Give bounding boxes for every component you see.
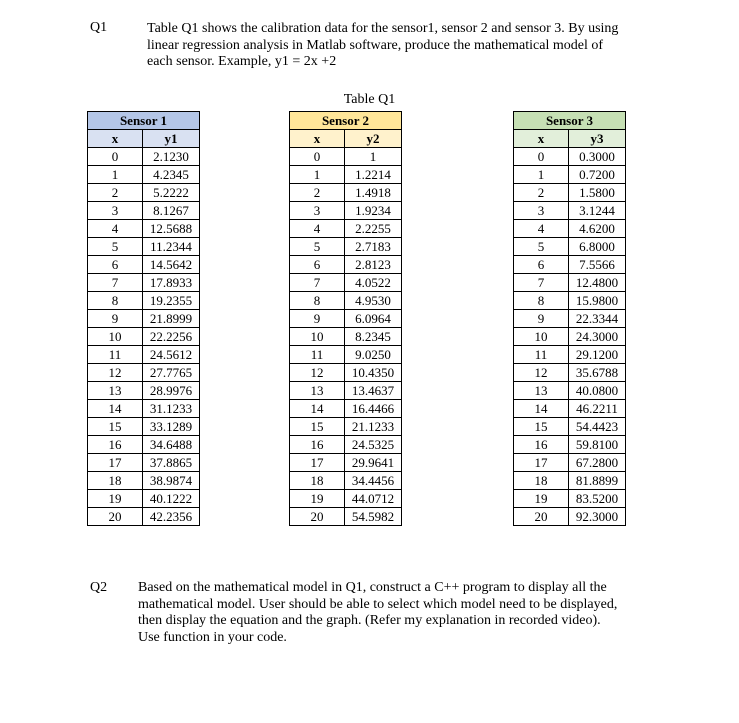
y-value-cell: 8.2345 (345, 328, 402, 346)
table-row (88, 436, 200, 454)
y-value-cell: 22.3344 (569, 310, 626, 328)
x-value-cell: 0 (290, 148, 345, 166)
x-value-cell: 8 (290, 292, 345, 310)
x-value-cell: 12 (88, 364, 143, 382)
table-row (88, 418, 200, 436)
x-value-cell: 16 (514, 436, 569, 454)
table-row (88, 490, 200, 508)
y-value-cell: 0.3000 (569, 148, 626, 166)
table-row (290, 184, 402, 202)
y-value-cell: 2.2255 (345, 220, 402, 238)
y-value-cell: 4.0522 (345, 274, 402, 292)
table-caption: Table Q1 (343, 92, 396, 107)
sensor-1-table (87, 111, 200, 526)
x-value-cell: 2 (290, 184, 345, 202)
x-value-cell: 7 (88, 274, 143, 292)
y-value-cell: 5.2222 (143, 184, 200, 202)
x-value-cell: 9 (514, 310, 569, 328)
table-row (514, 238, 626, 256)
question-1-line-3: each sensor. Example, y1 = 2x +2 (147, 54, 337, 69)
table-row (290, 490, 402, 508)
y-value-cell: 21.1233 (345, 418, 402, 436)
x-value-cell: 0 (514, 148, 569, 166)
question-2-number: Q2 (90, 580, 108, 595)
question-2-line-1: Based on the mathematical model in Q1, construct a C++ program to display all the (138, 580, 607, 595)
table-row (290, 256, 402, 274)
y-value-cell: 29.1200 (569, 346, 626, 364)
x-value-cell: 17 (88, 454, 143, 472)
table-row (514, 418, 626, 436)
x-value-cell: 13 (88, 382, 143, 400)
y-value-cell: 4.6200 (569, 220, 626, 238)
x-value-cell: 14 (290, 400, 345, 418)
table-row (290, 292, 402, 310)
question-1-line-1: Table Q1 shows the calibration data for the sensor1, sensor 2 and sensor 3. By using (147, 21, 619, 36)
x-value-cell: 19 (290, 490, 345, 508)
table-row (514, 400, 626, 418)
table-row (290, 310, 402, 328)
x-value-cell: 7 (290, 274, 345, 292)
y-value-cell: 2.1230 (143, 148, 200, 166)
x-value-cell: 1 (88, 166, 143, 184)
x-value-cell: 15 (514, 418, 569, 436)
x-value-cell: 13 (514, 382, 569, 400)
y-value-cell: 6.8000 (569, 238, 626, 256)
y-value-cell: 40.1222 (143, 490, 200, 508)
y-value-cell: 7.5566 (569, 256, 626, 274)
y-value-cell: 54.4423 (569, 418, 626, 436)
x-value-cell: 3 (290, 202, 345, 220)
y-value-cell: 44.0712 (345, 490, 402, 508)
table-row (290, 472, 402, 490)
table-row (88, 202, 200, 220)
y-value-cell: 54.5982 (345, 508, 402, 526)
y-value-cell: 35.6788 (569, 364, 626, 382)
table-row (88, 346, 200, 364)
x-value-cell: 6 (514, 256, 569, 274)
table-row (88, 238, 200, 256)
table-row (514, 184, 626, 202)
sensor-3-title: Sensor 3 (514, 112, 626, 130)
y-value-cell: 1.5800 (569, 184, 626, 202)
table-row (290, 400, 402, 418)
y-value-cell: 46.2211 (569, 400, 626, 418)
x-value-cell: 11 (514, 346, 569, 364)
y-value-cell: 34.6488 (143, 436, 200, 454)
x-value-cell: 19 (88, 490, 143, 508)
y-value-cell: 38.9874 (143, 472, 200, 490)
x-value-cell: 5 (514, 238, 569, 256)
x-value-cell: 14 (88, 400, 143, 418)
y-value-cell: 33.1289 (143, 418, 200, 436)
x-value-cell: 18 (514, 472, 569, 490)
sensor-1-y-header: y1 (143, 130, 200, 148)
x-value-cell: 12 (290, 364, 345, 382)
table-row (88, 328, 200, 346)
x-value-cell: 17 (514, 454, 569, 472)
sensor-1-x-header: x (88, 130, 143, 148)
x-value-cell: 19 (514, 490, 569, 508)
table-row (88, 454, 200, 472)
y-value-cell: 37.8865 (143, 454, 200, 472)
table-row (514, 166, 626, 184)
table-row (514, 220, 626, 238)
table-row (88, 400, 200, 418)
table-row (514, 508, 626, 526)
x-value-cell: 3 (88, 202, 143, 220)
x-value-cell: 4 (88, 220, 143, 238)
y-value-cell: 34.4456 (345, 472, 402, 490)
table-row (290, 346, 402, 364)
x-value-cell: 0 (88, 148, 143, 166)
table-row (290, 220, 402, 238)
table-row (290, 166, 402, 184)
y-value-cell: 12.4800 (569, 274, 626, 292)
table-row (88, 508, 200, 526)
y-value-cell: 59.8100 (569, 436, 626, 454)
table-row (290, 382, 402, 400)
sensor-2-y-header: y2 (345, 130, 402, 148)
x-value-cell: 10 (514, 328, 569, 346)
table-row (88, 220, 200, 238)
y-value-cell: 29.9641 (345, 454, 402, 472)
y-value-cell: 12.5688 (143, 220, 200, 238)
table-row (290, 148, 402, 166)
table-row (514, 274, 626, 292)
x-value-cell: 8 (514, 292, 569, 310)
table-row (514, 472, 626, 490)
y-value-cell: 17.8933 (143, 274, 200, 292)
question-2-line-3: then display the equation and the graph. (Refer my explanation in recorded video). (138, 613, 601, 628)
x-value-cell: 1 (514, 166, 569, 184)
sensor-1-title: Sensor 1 (88, 112, 200, 130)
sensor-2-x-header: x (290, 130, 345, 148)
y-value-cell: 24.5612 (143, 346, 200, 364)
x-value-cell: 18 (290, 472, 345, 490)
y-value-cell: 4.9530 (345, 292, 402, 310)
table-row (514, 328, 626, 346)
table-row (88, 292, 200, 310)
table-row (290, 274, 402, 292)
y-value-cell: 11.2344 (143, 238, 200, 256)
x-value-cell: 2 (514, 184, 569, 202)
y-value-cell: 67.2800 (569, 454, 626, 472)
sensor-3-x-header: x (514, 130, 569, 148)
x-value-cell: 10 (88, 328, 143, 346)
question-1-text (147, 21, 618, 71)
x-value-cell: 18 (88, 472, 143, 490)
table-row (514, 256, 626, 274)
table-row (88, 184, 200, 202)
y-value-cell: 10.4350 (345, 364, 402, 382)
x-value-cell: 7 (514, 274, 569, 292)
x-value-cell: 5 (290, 238, 345, 256)
y-value-cell: 2.8123 (345, 256, 402, 274)
y-value-cell: 2.7183 (345, 238, 402, 256)
table-row (290, 238, 402, 256)
table-row (514, 436, 626, 454)
table-row (88, 166, 200, 184)
table-row (514, 310, 626, 328)
x-value-cell: 6 (88, 256, 143, 274)
y-value-cell: 16.4466 (345, 400, 402, 418)
y-value-cell: 1.9234 (345, 202, 402, 220)
x-value-cell: 5 (88, 238, 143, 256)
question-2-line-2: mathematical model. User should be able to select which model need to be displayed, (138, 596, 618, 612)
y-value-cell: 21.8999 (143, 310, 200, 328)
y-value-cell: 4.2345 (143, 166, 200, 184)
y-value-cell: 1.2214 (345, 166, 402, 184)
table-row (88, 310, 200, 328)
y-value-cell: 1 (345, 148, 402, 166)
table-row (290, 202, 402, 220)
table-row (88, 382, 200, 400)
table-row (88, 364, 200, 382)
x-value-cell: 1 (290, 166, 345, 184)
y-value-cell: 28.9976 (143, 382, 200, 400)
sensor-2-title: Sensor 2 (290, 112, 402, 130)
x-value-cell: 11 (290, 346, 345, 364)
x-value-cell: 4 (290, 220, 345, 238)
x-value-cell: 4 (514, 220, 569, 238)
y-value-cell: 19.2355 (143, 292, 200, 310)
table-row (514, 202, 626, 220)
x-value-cell: 20 (514, 508, 569, 526)
table-row (514, 382, 626, 400)
x-value-cell: 12 (514, 364, 569, 382)
sensor-3-table (513, 111, 626, 526)
table-row (88, 472, 200, 490)
y-value-cell: 24.5325 (345, 436, 402, 454)
table-row (290, 454, 402, 472)
x-value-cell: 15 (88, 418, 143, 436)
y-value-cell: 15.9800 (569, 292, 626, 310)
question-1-line-2: linear regression analysis in Matlab software, produce the mathematical model of (147, 37, 604, 53)
y-value-cell: 8.1267 (143, 202, 200, 220)
y-value-cell: 81.8899 (569, 472, 626, 490)
y-value-cell: 9.0250 (345, 346, 402, 364)
table-row (290, 436, 402, 454)
table-row (290, 508, 402, 526)
y-value-cell: 22.2256 (143, 328, 200, 346)
x-value-cell: 6 (290, 256, 345, 274)
y-value-cell: 42.2356 (143, 508, 200, 526)
table-row (514, 454, 626, 472)
x-value-cell: 17 (290, 454, 345, 472)
y-value-cell: 14.5642 (143, 256, 200, 274)
x-value-cell: 14 (514, 400, 569, 418)
y-value-cell: 6.0964 (345, 310, 402, 328)
sensor-2-table (289, 111, 402, 526)
x-value-cell: 20 (290, 508, 345, 526)
table-row (88, 148, 200, 166)
x-value-cell: 10 (290, 328, 345, 346)
x-value-cell: 3 (514, 202, 569, 220)
table-row (290, 328, 402, 346)
x-value-cell: 11 (88, 346, 143, 364)
table-row (514, 346, 626, 364)
x-value-cell: 9 (88, 310, 143, 328)
y-value-cell: 83.5200 (569, 490, 626, 508)
y-value-cell: 3.1244 (569, 202, 626, 220)
table-row (88, 274, 200, 292)
x-value-cell: 2 (88, 184, 143, 202)
y-value-cell: 92.3000 (569, 508, 626, 526)
x-value-cell: 16 (88, 436, 143, 454)
x-value-cell: 15 (290, 418, 345, 436)
table-row (290, 364, 402, 382)
table-row (514, 364, 626, 382)
x-value-cell: 9 (290, 310, 345, 328)
table-row (514, 148, 626, 166)
y-value-cell: 40.0800 (569, 382, 626, 400)
y-value-cell: 1.4918 (345, 184, 402, 202)
sensor-3-y-header: y3 (569, 130, 626, 148)
table-row (514, 292, 626, 310)
y-value-cell: 24.3000 (569, 328, 626, 346)
y-value-cell: 31.1233 (143, 400, 200, 418)
question-1-number: Q1 (90, 20, 108, 35)
y-value-cell: 13.4637 (345, 382, 402, 400)
y-value-cell: 27.7765 (143, 364, 200, 382)
x-value-cell: 20 (88, 508, 143, 526)
table-row (514, 490, 626, 508)
question-2-line-4: Use function in your code. (138, 629, 287, 645)
table-row (290, 418, 402, 436)
question-2-text (138, 580, 617, 646)
x-value-cell: 8 (88, 292, 143, 310)
y-value-cell: 0.7200 (569, 166, 626, 184)
x-value-cell: 13 (290, 382, 345, 400)
x-value-cell: 16 (290, 436, 345, 454)
table-row (88, 256, 200, 274)
